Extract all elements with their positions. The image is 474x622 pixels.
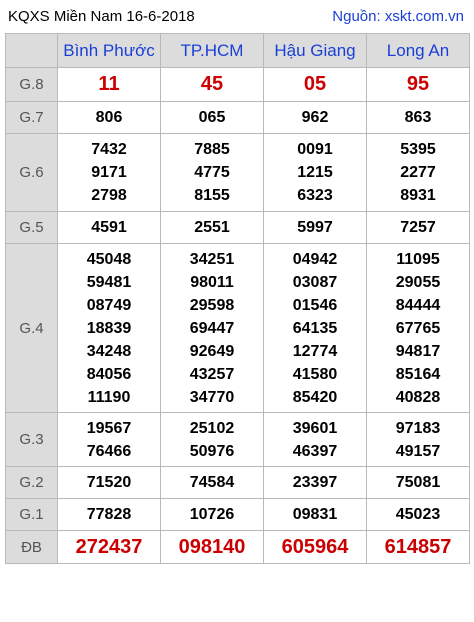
result-cell xyxy=(58,102,161,134)
result-number: 34251 xyxy=(189,250,235,268)
prize-row xyxy=(6,134,470,212)
province-header[interactable]: Long An xyxy=(367,34,470,68)
result-number: 11095 xyxy=(396,250,440,268)
result-number: 75081 xyxy=(395,474,441,491)
result-number: 03087 xyxy=(292,273,338,291)
province-header[interactable]: TP.HCM xyxy=(161,34,264,68)
prize-label: G.1 xyxy=(6,499,58,531)
prize-row xyxy=(6,499,470,531)
result-cell xyxy=(264,244,367,413)
result-number: 41580 xyxy=(292,365,338,383)
result-number: 605964 xyxy=(281,535,349,558)
result-number: 18839 xyxy=(86,319,132,337)
result-number: 97183 xyxy=(395,419,441,437)
result-number: 34248 xyxy=(86,342,132,360)
result-cell xyxy=(367,134,470,212)
result-number: 5997 xyxy=(297,219,333,236)
result-cell xyxy=(264,413,367,467)
result-number: 11190 xyxy=(87,388,131,406)
result-cell xyxy=(58,499,161,531)
result-number: 4775 xyxy=(194,164,230,181)
result-cell xyxy=(161,102,264,134)
prize-row xyxy=(6,244,470,413)
result-number: 10726 xyxy=(189,506,235,523)
prize-row xyxy=(6,467,470,499)
result-number: 94817 xyxy=(395,342,441,360)
result-number: 49157 xyxy=(395,442,441,460)
result-number: 7885 xyxy=(194,141,230,158)
result-number: 08749 xyxy=(86,296,132,314)
result-cell xyxy=(367,499,470,531)
result-cell xyxy=(161,467,264,499)
result-cell xyxy=(264,68,367,102)
result-cell xyxy=(58,134,161,212)
result-number: 098140 xyxy=(178,535,246,558)
result-number: 98011 xyxy=(190,273,234,291)
prize-label: G.2 xyxy=(6,467,58,499)
result-number: 01546 xyxy=(292,296,338,314)
result-cell xyxy=(161,499,264,531)
prize-row xyxy=(6,413,470,467)
result-cell xyxy=(367,68,470,102)
result-number: 69447 xyxy=(189,319,235,337)
result-cell xyxy=(367,244,470,413)
prize-label: G.8 xyxy=(6,68,58,102)
result-number: 85164 xyxy=(395,365,441,383)
prize-body xyxy=(6,68,470,564)
prize-row xyxy=(6,68,470,102)
result-number: 8155 xyxy=(194,187,230,204)
prize-label: G.7 xyxy=(6,102,58,134)
province-header-row xyxy=(6,34,470,68)
result-number: 84444 xyxy=(395,296,441,314)
results-table xyxy=(5,33,470,564)
result-number: 77828 xyxy=(86,506,132,523)
result-cell xyxy=(264,102,367,134)
result-cell xyxy=(58,413,161,467)
prize-label: ĐB xyxy=(6,531,58,564)
result-cell xyxy=(161,68,264,102)
result-number: 11 xyxy=(98,73,120,95)
result-cell xyxy=(264,134,367,212)
prize-label: G.6 xyxy=(6,134,58,212)
result-cell xyxy=(367,413,470,467)
result-number: 8931 xyxy=(400,187,436,204)
result-number: 29055 xyxy=(395,273,441,291)
result-cell xyxy=(161,212,264,244)
result-cell xyxy=(58,467,161,499)
result-number: 272437 xyxy=(75,535,143,558)
result-number: 34770 xyxy=(189,388,235,406)
result-cell xyxy=(264,467,367,499)
result-number: 2277 xyxy=(400,164,436,181)
page-title: KQXS Miền Nam 16-6-2018 xyxy=(8,8,195,25)
province-header[interactable]: Hậu Giang xyxy=(264,34,367,68)
prize-row xyxy=(6,102,470,134)
prize-label: G.3 xyxy=(6,413,58,467)
result-number: 92649 xyxy=(189,342,235,360)
result-number: 05 xyxy=(303,73,327,95)
result-cell xyxy=(161,244,264,413)
result-number: 64135 xyxy=(292,319,338,337)
result-number: 85420 xyxy=(292,388,338,406)
result-cell xyxy=(58,68,161,102)
result-cell xyxy=(58,531,161,564)
result-cell xyxy=(161,134,264,212)
result-number: 45048 xyxy=(86,250,132,268)
result-number: 40828 xyxy=(395,388,441,406)
result-number: 614857 xyxy=(384,535,452,558)
result-number: 29598 xyxy=(189,296,235,314)
prize-row xyxy=(6,531,470,564)
result-number: 76466 xyxy=(86,442,132,460)
source-link[interactable]: Nguồn: xskt.com.vn xyxy=(332,8,464,25)
result-number: 4591 xyxy=(91,219,127,236)
result-number: 25102 xyxy=(189,419,235,437)
result-cell xyxy=(264,531,367,564)
result-number: 43257 xyxy=(189,365,235,383)
result-number: 46397 xyxy=(292,442,338,460)
title-bar xyxy=(5,0,468,33)
result-number: 67765 xyxy=(395,319,441,337)
result-cell xyxy=(58,212,161,244)
result-cell xyxy=(264,499,367,531)
result-number: 6323 xyxy=(297,187,333,204)
result-number: 2551 xyxy=(194,219,230,236)
result-number: 84056 xyxy=(86,365,132,383)
result-number: 7432 xyxy=(91,141,127,158)
result-cell xyxy=(264,212,367,244)
result-number: 2798 xyxy=(91,187,127,204)
result-cell xyxy=(367,531,470,564)
result-number: 50976 xyxy=(189,442,235,460)
result-cell xyxy=(367,102,470,134)
result-number: 09831 xyxy=(292,506,338,523)
result-number: 12774 xyxy=(292,342,338,360)
result-cell xyxy=(161,531,264,564)
result-cell xyxy=(367,467,470,499)
prize-label: G.4 xyxy=(6,244,58,413)
result-cell xyxy=(58,244,161,413)
result-number: 962 xyxy=(301,109,329,126)
province-header[interactable]: Bình Phước xyxy=(58,34,161,68)
result-number: 71520 xyxy=(86,474,132,491)
result-number: 45 xyxy=(200,73,224,95)
prize-row xyxy=(6,212,470,244)
result-number: 23397 xyxy=(292,474,338,491)
result-number: 59481 xyxy=(86,273,132,291)
result-number: 065 xyxy=(198,109,226,126)
result-number: 7257 xyxy=(400,219,436,236)
result-number: 9171 xyxy=(91,164,127,181)
prize-label: G.5 xyxy=(6,212,58,244)
result-cell xyxy=(367,212,470,244)
result-cell xyxy=(161,413,264,467)
result-number: 39601 xyxy=(292,419,338,437)
result-number: 0091 xyxy=(297,141,333,158)
result-number: 806 xyxy=(95,109,123,126)
result-number: 04942 xyxy=(292,250,338,268)
header-corner xyxy=(6,34,58,68)
result-number: 74584 xyxy=(189,474,235,491)
result-number: 5395 xyxy=(400,141,436,158)
result-number: 1215 xyxy=(297,164,333,181)
result-number: 19567 xyxy=(86,419,132,437)
result-number: 95 xyxy=(406,73,430,95)
result-number: 45023 xyxy=(395,506,441,523)
result-number: 863 xyxy=(404,109,432,126)
